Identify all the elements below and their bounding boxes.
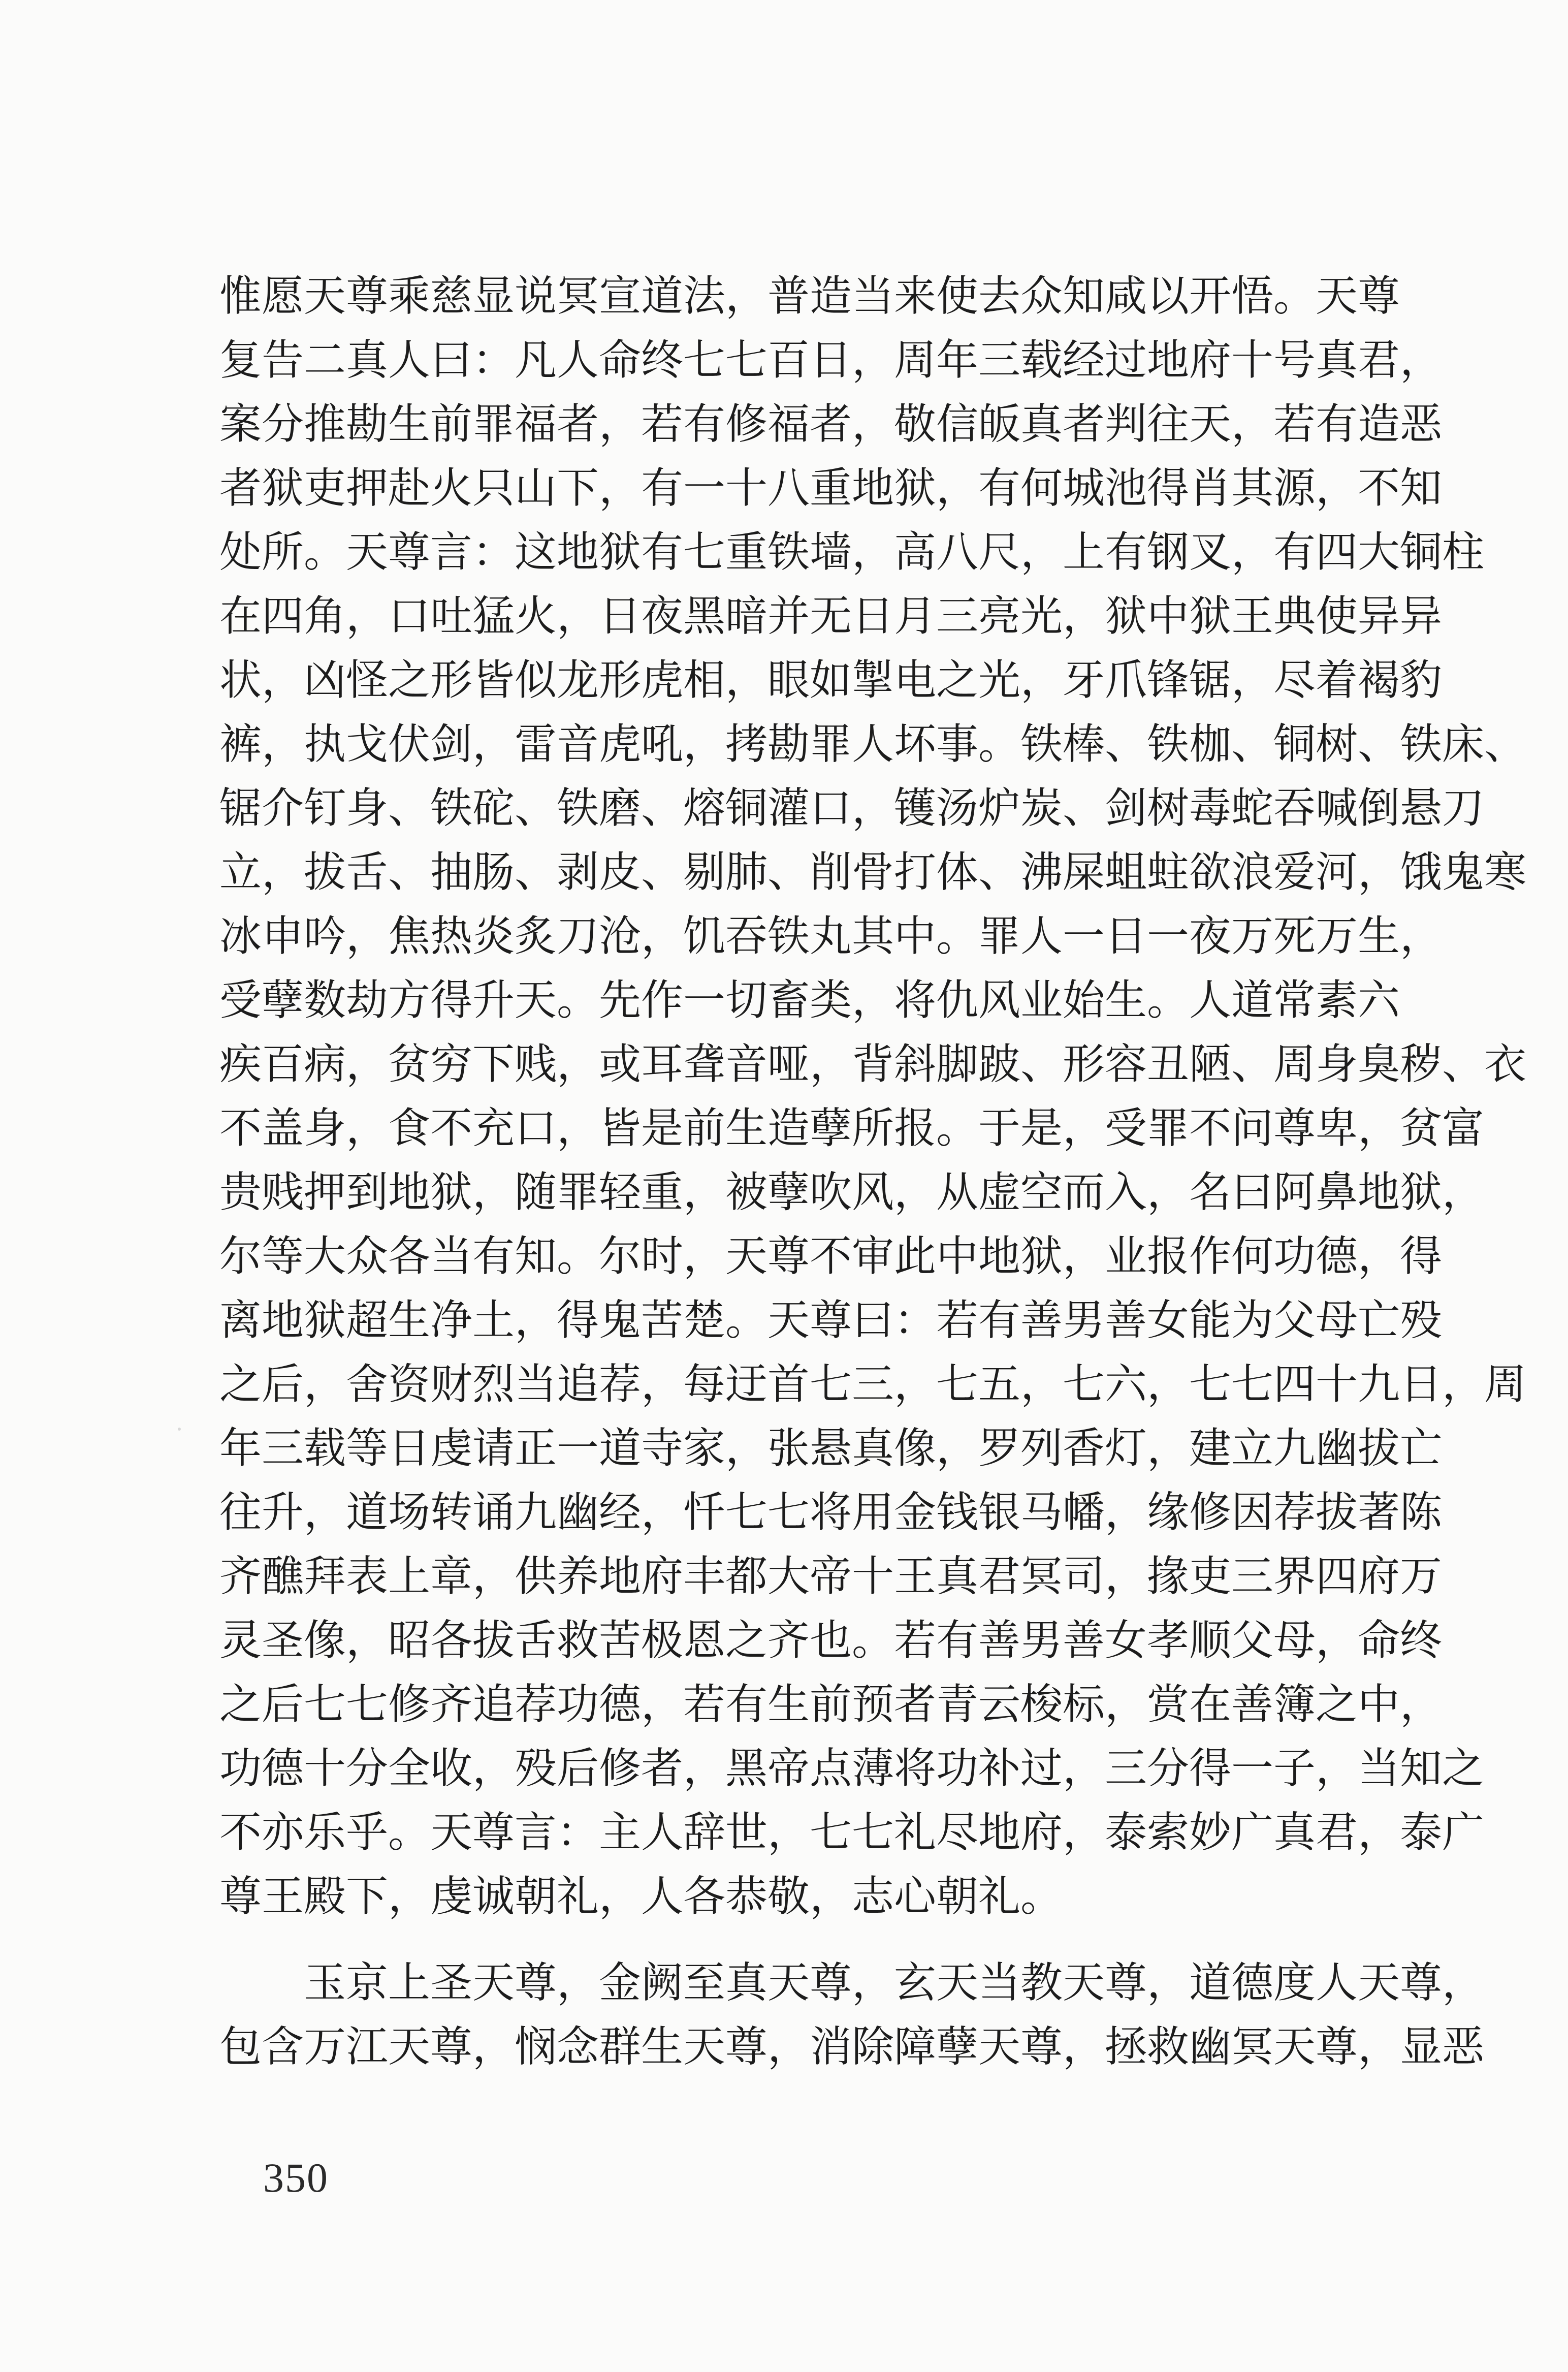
text-line: 复告二真人曰：凡人命终七七百日，周年三载经过地府十号真君，: [219, 335, 1442, 385]
text-line: 不盖身，食不充口，皆是前生造孽所报。于是，受罪不问尊卑，贫富: [219, 1103, 1484, 1153]
paragraph-spacer: [219, 1928, 1388, 1951]
text-line: 离地狱超生净土，得鬼苦楚。天尊曰：若有善男善女能为父母亡殁: [219, 1295, 1442, 1345]
scan-speck: [178, 1428, 181, 1431]
text-line: 不亦乐乎。天尊言：主人辞世，七七礼尽地府，泰索妙广真君，泰广: [219, 1808, 1484, 1857]
text-line: 疾百病，贫穷下贱，或耳聋音哑，背斜脚跛、形容丑陋、周身臭秽、衣: [219, 1039, 1526, 1089]
text-line: 立，拔舌、抽肠、剥皮、剔肺、削骨打体、沸屎蛆蛀欲浪爱河，饿鬼寒: [219, 847, 1526, 897]
body-text: [219, 264, 1526, 2079]
text-line: 尊王殿下，虔诚朝礼，人各恭敬，志心朝礼。: [219, 1872, 1063, 1921]
text-line: 冰申吟，焦热炎炙刀沧，饥吞铁丸其中。罪人一日一夜万死万生，: [219, 911, 1442, 961]
text-line: 案分推勘生前罪福者，若有修福者，敬信皈真者判往天，若有造恶: [219, 399, 1442, 449]
text-line: 贵贱押到地狱，随罪轻重，被孽吹风，从虚空而入，名曰阿鼻地狱，: [219, 1167, 1484, 1217]
text-line: 锯介钉身、铁砣、铁磨、熔铜灌口，镬汤炉炭、剑树毒蛇吞喊倒悬刀: [219, 783, 1484, 833]
text-line: 尔等大众各当有知。尔时，天尊不审此中地狱，业报作何功德，得: [219, 1231, 1442, 1281]
text-line: 往升，道场转诵九幽经，忏七七将用金钱银马幡，缘修因荐拔著陈: [219, 1488, 1442, 1537]
paragraph-1: [219, 264, 1526, 1928]
text-line: 在四角，口吐猛火，日夜黑暗并无日月三亮光，狱中狱王典使异异: [219, 591, 1442, 641]
page-number: 350: [263, 2155, 329, 2201]
text-line: 处所。天尊言：这地狱有七重铁墙，高八尺，上有钢叉，有四大铜柱: [219, 527, 1484, 577]
paragraph-2: [219, 1951, 1484, 2079]
text-line: 之后七七修齐追荐功德，若有生前预者青云梭标，赏在善簿之中，: [219, 1680, 1442, 1729]
text-line: 状，凶怪之形皆似龙形虎相，眼如掣电之光，牙爪锋锯，尽着褐豹: [219, 655, 1442, 705]
text-line: 玉京上圣天尊，金阙至真天尊，玄天当教天尊，道德度人天尊，: [304, 1958, 1484, 2007]
text-line: 功德十分全收，殁后修者，黑帝点薄将功补过，三分得一子，当知之: [219, 1744, 1484, 1793]
text-line: 年三载等日虔请正一道寺家，张悬真像，罗列香灯，建立九幽拔亡: [219, 1424, 1442, 1473]
text-line: 包含万江天尊，悯念群生天尊，消除障孽天尊，拯救幽冥天尊，显恶: [219, 2022, 1484, 2071]
text-line: 裤，执戈伏剑，雷音虎吼，拷勘罪人坏事。铁棒、铁枷、铜树、铁床、: [219, 719, 1526, 769]
text-line: 之后，舍资财烈当追荐，每迂首七三，七五，七六，七七四十九日，周: [219, 1359, 1526, 1409]
text-line: 灵圣像，昭各拔舌救苦极恩之齐也。若有善男善女孝顺父母，命终: [219, 1616, 1442, 1665]
text-line: 齐醮拜表上章，供养地府丰都大帝十王真君冥司，掾吏三界四府万: [219, 1552, 1442, 1601]
text-line: 惟愿天尊乘慈显说冥宣道法，普造当来使去众知咸以开悟。天尊: [219, 271, 1400, 321]
text-line: 者狱吏押赴火只山下，有一十八重地狱，有何城池得肖其源，不知: [219, 463, 1442, 513]
text-line: 受孽数劫方得升天。先作一切畜类，将仇风业始生。人道常素六: [219, 975, 1400, 1025]
